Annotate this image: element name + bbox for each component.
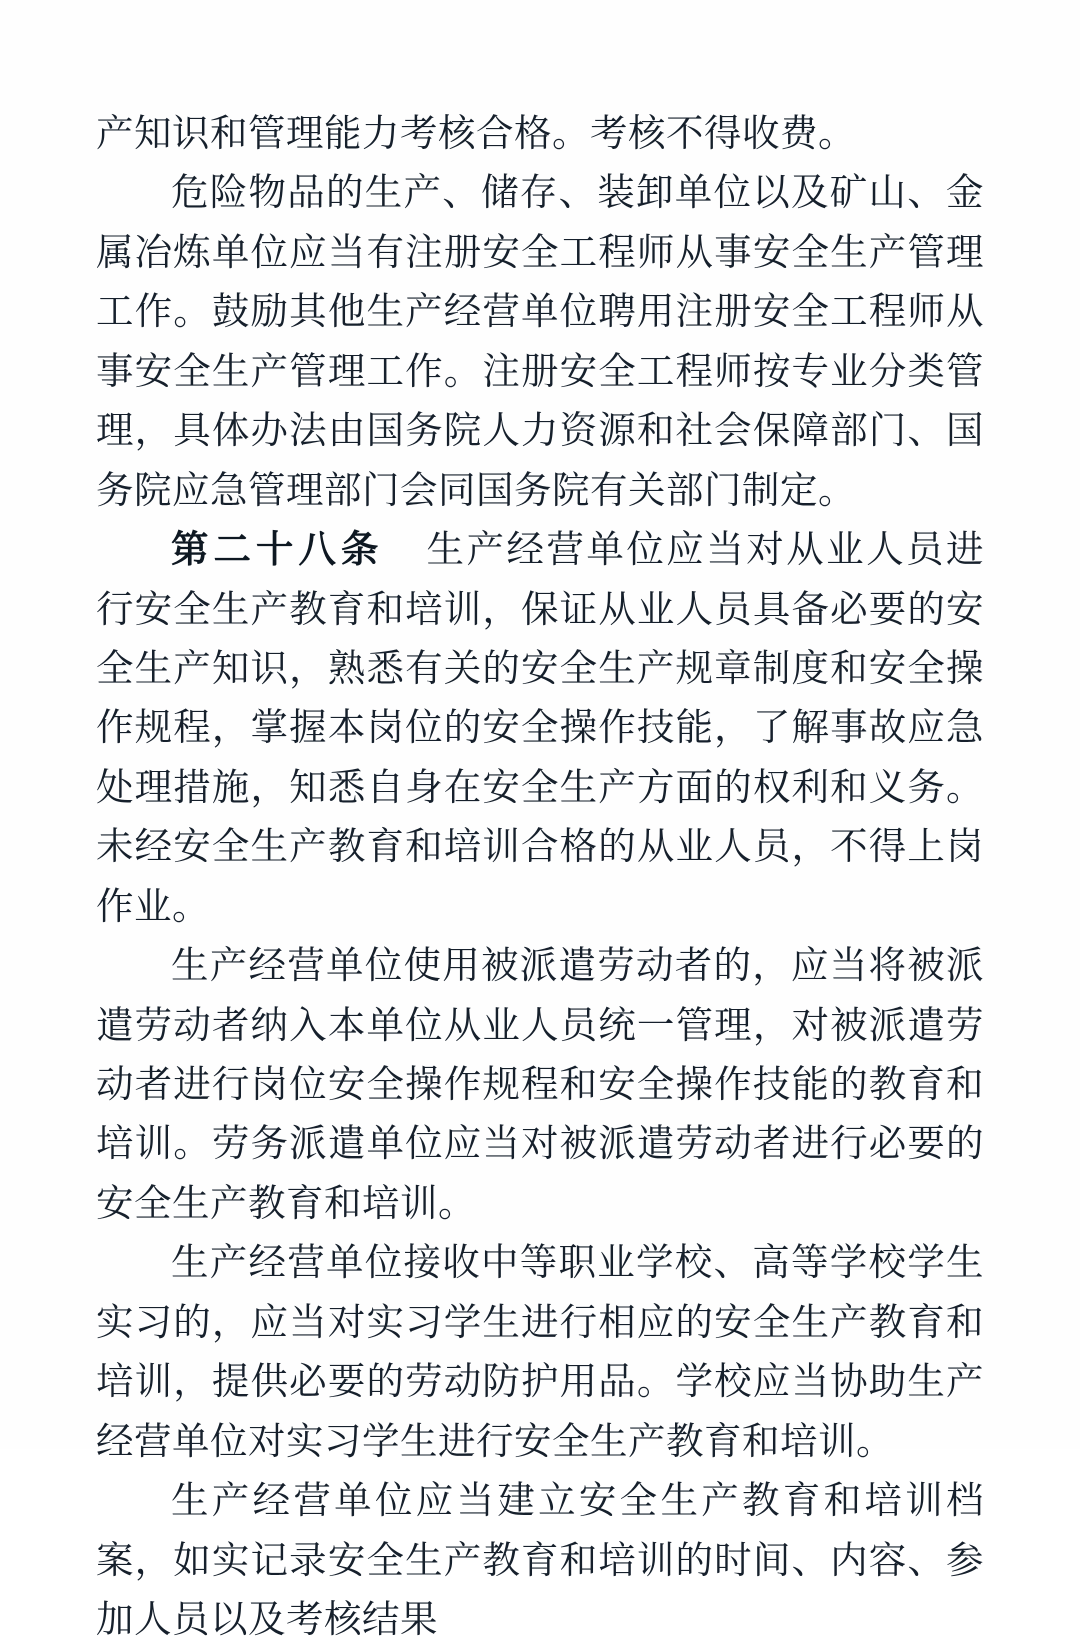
article-number-label: 第二十八条 <box>171 527 384 572</box>
article-28-text: 生产经营单位应当对从业人员进行安全生产教育和培训，保证从业人员具备必要的安全生产知识，熟悉有关的安全生产规章制度和安全操作规程，掌握本岗位的安全操作技能，了解事故应急处理措施，知悉自身在安全生产方面的权利和义务。未经安全生产教育和培训合格的从业人员，不得上岗作业。 <box>96 527 985 928</box>
paragraph-student-interns: 生产经营单位接收中等职业学校、高等学校学生实习的，应当对实习学生进行相应的安全生产教育和培训，提供必要的劳动防护用品。学校应当协助生产经营单位对实习学生进行安全生产教育和培训。 <box>96 1240 984 1463</box>
paragraph-registered-safety-engineer: 危险物品的生产、储存、装卸单位以及矿山、金属冶炼单位应当有注册安全工程师从事安全生产管理工作。鼓励其他生产经营单位聘用注册安全工程师从事安全生产管理工作。注册安全工程师按专业分类管理，具体办法由国务院人力资源和社会保障部门、国务院应急管理部门会同国务院有关部门制定。 <box>96 170 984 512</box>
document-text-body <box>96 104 984 1649</box>
paragraph-continuation: 产知识和管理能力考核合格。考核不得收费。 <box>96 111 856 155</box>
paragraph-dispatched-workers: 生产经营单位使用被派遣劳动者的，应当将被派遣劳动者纳入本单位从业人员统一管理，对被派遣劳动者进行岗位安全操作规程和安全操作技能的教育和培训。劳务派遣单位应当对被派遣劳动者进行必要的安全生产教育和培训。 <box>96 943 984 1225</box>
paragraph-training-records: 生产经营单位应当建立安全生产教育和培训档案，如实记录安全生产教育和培训的时间、内容、参加人员以及考核结果 <box>96 1478 984 1641</box>
paragraph-article-28 <box>96 520 984 936</box>
